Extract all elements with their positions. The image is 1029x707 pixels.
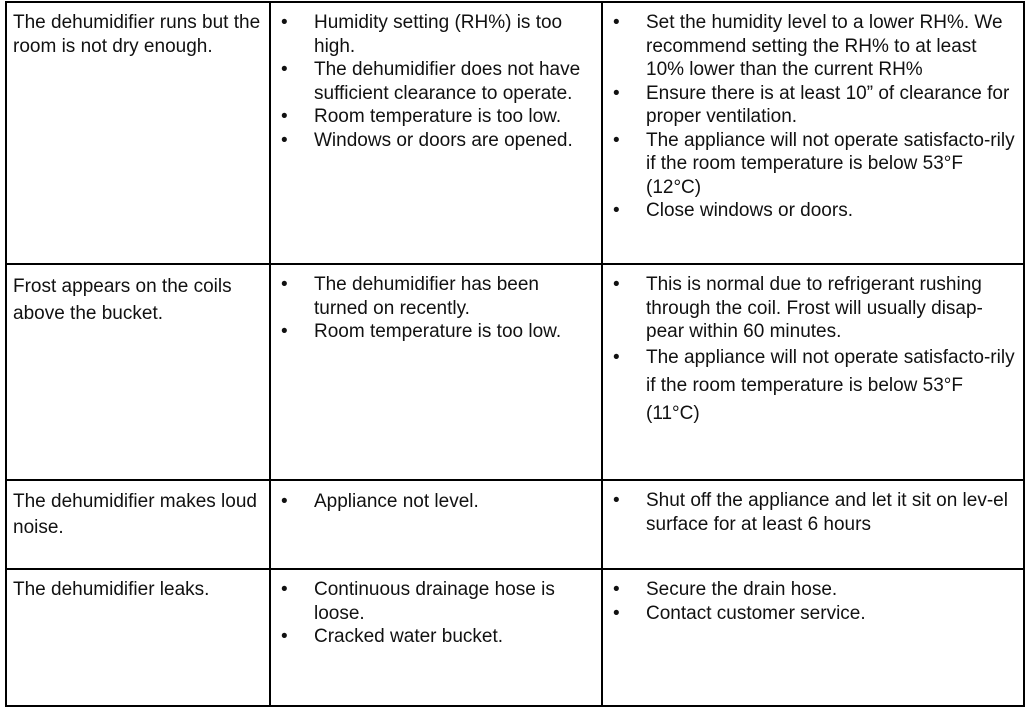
bullet-icon: • <box>281 579 288 600</box>
cause-list <box>277 273 595 344</box>
bullet-icon: • <box>613 579 620 600</box>
list-item: • The dehumidifier does not have sufficient clearance to operate. <box>281 59 581 104</box>
list-item: • The appliance will not operate satisfacto-rily if the room temperature is below 53°F (12°C) <box>613 129 1015 198</box>
cause-cell <box>270 2 602 264</box>
problem-cell: The dehumidifier runs but the room is not dry enough. <box>6 2 270 264</box>
troubleshooting-table <box>5 1 1025 707</box>
bullet-icon: • <box>281 274 288 295</box>
list-item: • Shut off the appliance and let it sit on lev-el surface for at least 6 hours <box>613 490 1008 535</box>
table-row <box>6 569 1024 706</box>
solution-cell <box>602 264 1024 480</box>
bullet-icon: • <box>281 491 288 512</box>
list-item: • Continuous drainage hose is loose. <box>281 579 555 624</box>
problem-cell: The dehumidifier leaks. <box>6 569 270 706</box>
cause-list <box>277 11 595 152</box>
bullet-icon: • <box>281 59 288 80</box>
list-item: • Room temperature is too low. <box>281 106 562 127</box>
bullet-icon: • <box>281 321 288 342</box>
bullet-icon: • <box>281 106 288 127</box>
list-item: • Windows or doors are opened. <box>281 129 573 151</box>
bullet-icon: • <box>613 602 620 624</box>
list-item: • Cracked water bucket. <box>281 626 504 647</box>
table-row <box>6 2 1024 264</box>
cause-cell <box>270 480 602 569</box>
cause-list <box>277 489 595 515</box>
solution-cell <box>602 569 1024 706</box>
cause-cell <box>270 569 602 706</box>
cause-cell <box>270 264 602 480</box>
list-item: • Secure the drain hose. <box>613 579 838 600</box>
bullet-icon: • <box>613 346 620 368</box>
solution-cell <box>602 480 1024 569</box>
bullet-icon: • <box>613 274 620 295</box>
table-row <box>6 264 1024 480</box>
list-item: • Close windows or doors. <box>613 200 853 221</box>
list-item: • Ensure there is at least 10” of clearance for proper ventilation. <box>613 82 1010 127</box>
list-item: • Appliance not level. <box>277 489 595 515</box>
bullet-icon: • <box>613 490 620 511</box>
bullet-icon: • <box>281 12 288 33</box>
solution-list <box>609 11 1017 223</box>
list-item: • This is normal due to refrigerant rushing through the coil. Frost will usually disap-pear within 60 minutes. <box>613 274 983 342</box>
list-item: • The appliance will not operate satisfacto-rily if the room temperature is below 53°F (11°C) <box>609 344 1017 428</box>
problem-cell: The dehumidifier makes loud noise. <box>6 480 270 569</box>
table-row <box>6 480 1024 569</box>
bullet-icon: • <box>613 82 620 104</box>
list-item: • Humidity setting (RH%) is too high. <box>281 12 563 57</box>
solution-list <box>609 273 1017 428</box>
bullet-icon: • <box>613 200 620 221</box>
bullet-icon: • <box>281 129 288 151</box>
solution-list <box>609 489 1017 536</box>
list-item: • Set the humidity level to a lower RH%. We recommend setting the RH% to at least 10% lower than the current RH% <box>613 12 1003 80</box>
list-item: • The dehumidifier has been turned on recently. <box>281 274 539 319</box>
bullet-icon: • <box>613 12 620 33</box>
solution-cell <box>602 2 1024 264</box>
cause-list <box>277 578 595 649</box>
solution-list <box>609 578 1017 625</box>
bullet-icon: • <box>613 129 620 151</box>
bullet-icon: • <box>281 626 288 647</box>
list-item: • Room temperature is too low. <box>281 321 562 342</box>
list-item: • Contact customer service. <box>613 602 866 624</box>
problem-cell: Frost appears on the coils above the bucket. <box>6 264 270 480</box>
